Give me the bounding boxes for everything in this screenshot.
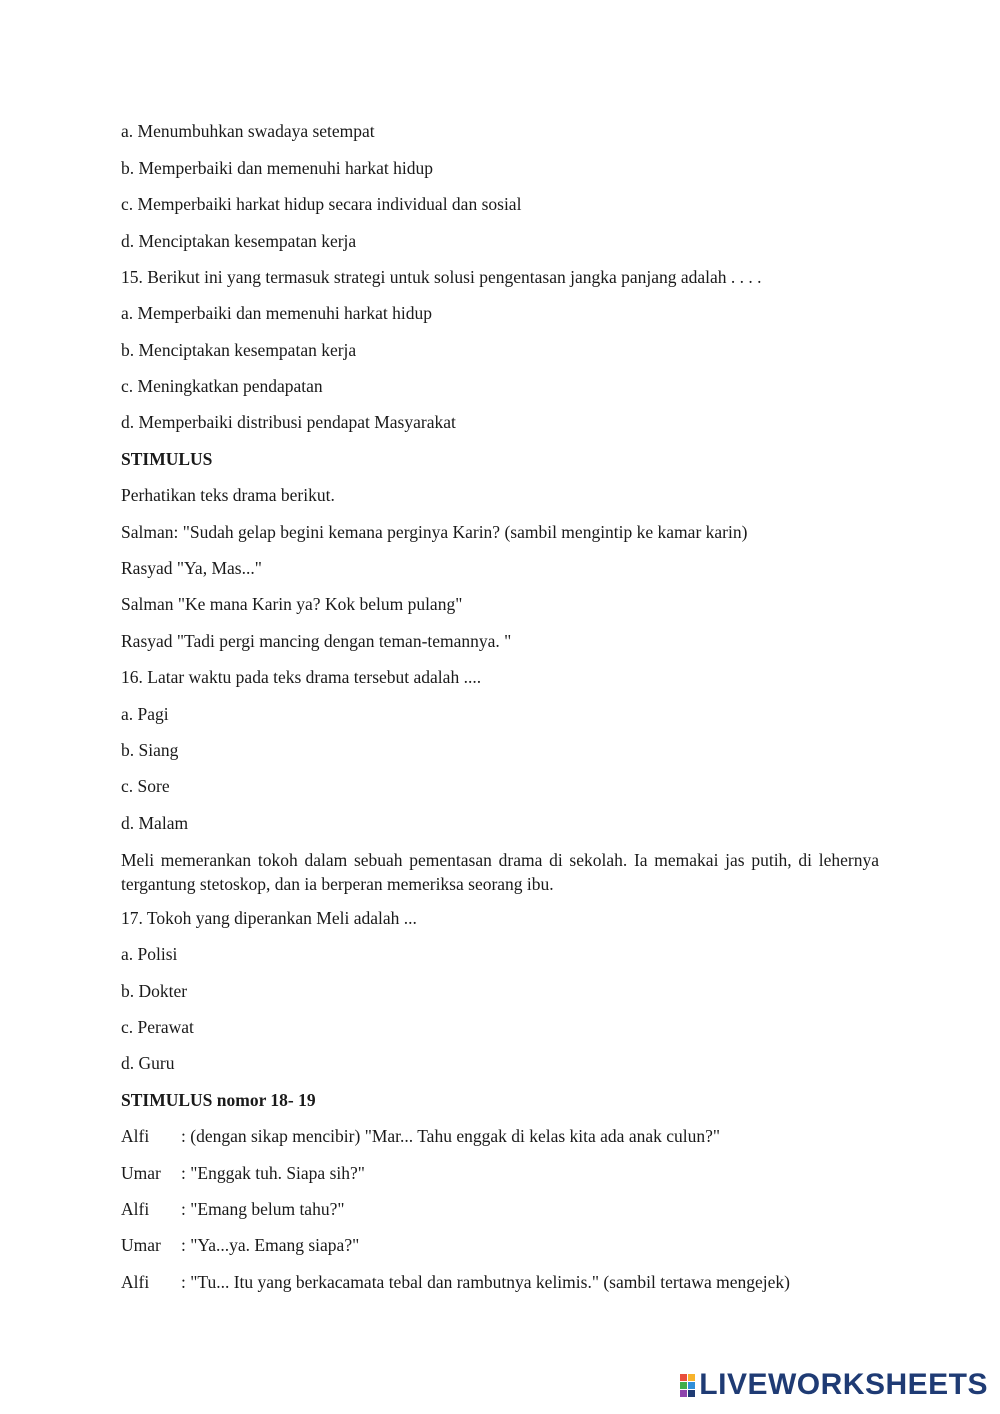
stimulus-18-19-heading: STIMULUS nomor 18- 19 <box>121 1090 316 1110</box>
dialogue-speaker: Umar <box>121 1163 161 1183</box>
dialogue-text: : "Enggak tuh. Siapa sih?" <box>181 1163 365 1183</box>
drama-line: Salman "Ke mana Karin ya? Kok belum pulang" <box>121 594 463 614</box>
q16-option-d: d. Malam <box>121 813 189 833</box>
q15-option-d: d. Memperbaiki distribusi pendapat Masyarakat <box>121 412 456 432</box>
drama-line: Rasyad "Ya, Mas..." <box>121 558 262 578</box>
dialogue-speaker: Alfi <box>121 1272 150 1292</box>
q16-option-b: b. Siang <box>121 740 179 760</box>
logo-text: LIVEWORKSHEETS <box>699 1368 988 1401</box>
q16-question: 16. Latar waktu pada teks drama tersebut adalah .... <box>121 667 482 687</box>
dialogue-text: : (dengan sikap mencibir) "Mar... Tahu enggak di kelas kita ada anak culun?" <box>181 1126 721 1146</box>
stimulus-intro: Perhatikan teks drama berikut. <box>121 485 335 505</box>
dialogue-text: : "Tu... Itu yang berkacamata tebal dan rambutnya kelimis." (sambil tertawa mengejek) <box>181 1272 790 1292</box>
q17-option-c: c. Perawat <box>121 1017 194 1037</box>
liveworksheets-logo[interactable] <box>680 1368 988 1402</box>
dialogue-speaker: Alfi <box>121 1199 150 1219</box>
q14-option-d: d. Menciptakan kesempatan kerja <box>121 231 357 251</box>
q14-option-a: a. Menumbuhkan swadaya setempat <box>121 121 375 141</box>
q17-option-d: d. Guru <box>121 1053 175 1073</box>
drama-line: Salman: "Sudah gelap begini kemana perginya Karin? (sambil mengintip ke kamar karin) <box>121 522 748 542</box>
dialogue-text: : "Ya...ya. Emang siapa?" <box>181 1235 360 1255</box>
dialogue-text: : "Emang belum tahu?" <box>181 1199 345 1219</box>
q15-question: 15. Berikut ini yang termasuk strategi untuk solusi pengentasan jangka panjang adalah . . . . <box>121 267 762 287</box>
q17-option-b: b. Dokter <box>121 981 188 1001</box>
dialogue-line <box>121 1125 720 1147</box>
q16-option-c: c. Sore <box>121 776 170 796</box>
dialogue-speaker: Alfi <box>121 1126 150 1146</box>
q17-question: 17. Tokoh yang diperankan Meli adalah ... <box>121 908 417 928</box>
dialogue-line <box>121 1198 344 1220</box>
dialogue-line <box>121 1162 365 1184</box>
q15-option-a: a. Memperbaiki dan memenuhi harkat hidup <box>121 303 433 323</box>
dialogue-speaker: Umar <box>121 1235 161 1255</box>
stimulus-heading: STIMULUS <box>121 449 213 469</box>
q17-option-a: a. Polisi <box>121 944 178 964</box>
q14-option-c: c. Memperbaiki harkat hidup secara individual dan sosial <box>121 194 522 214</box>
q16-option-a: a. Pagi <box>121 704 169 724</box>
dialogue-line <box>121 1271 790 1293</box>
q14-option-b: b. Memperbaiki dan memenuhi harkat hidup <box>121 158 434 178</box>
q15-option-b: b. Menciptakan kesempatan kerja <box>121 340 357 360</box>
dialogue-line <box>121 1234 359 1256</box>
meli-paragraph: Meli memerankan tokoh dalam sebuah pementasan drama di sekolah. Ia memakai jas putih, di lehernya tergantung stetoskop, dan ia berperan memeriksa seorang ibu. <box>121 850 879 894</box>
drama-line: Rasyad "Tadi pergi mancing dengan teman-temannya. " <box>121 631 512 651</box>
liveworksheets-logo-icon <box>680 1374 695 1397</box>
q15-option-c: c. Meningkatkan pendapatan <box>121 376 323 396</box>
